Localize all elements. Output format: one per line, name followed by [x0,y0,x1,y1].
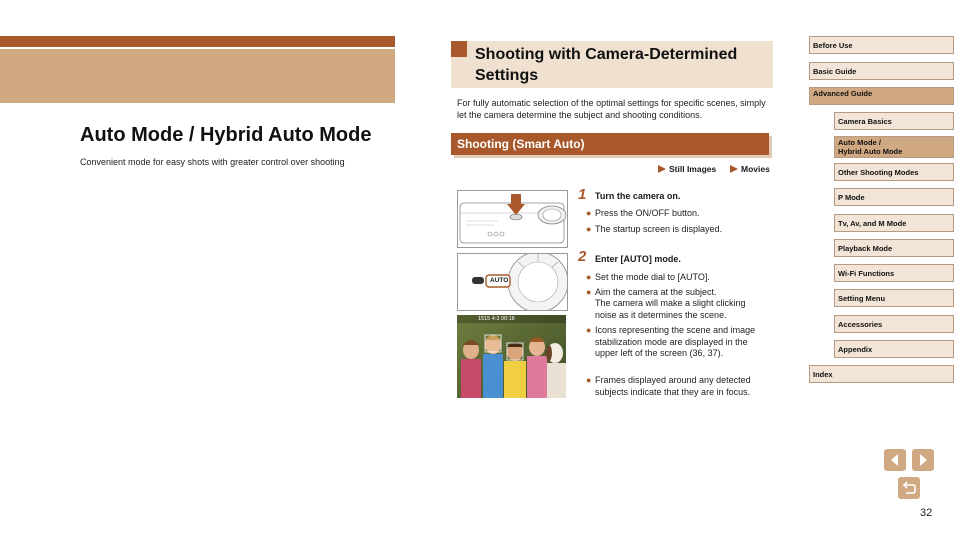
screen-readout: 1515 4:3 00:18 [478,316,515,322]
sidebar-item-tv-av-m-mode[interactable]: Tv, Av, and M Mode [834,214,954,232]
sidebar-item-label: Auto Mode / [838,138,881,147]
sidebar-item-basic-guide[interactable]: Basic Guide [809,62,954,80]
step-1-note: ● The startup screen is displayed. [586,224,723,234]
scene-photo [457,315,566,398]
mode-dial-illustration [457,253,568,311]
step-2-bullet: ● Icons representing the scene and image stabilization mode are displayed in the upper left of the screen (36, 37). [586,325,756,358]
return-button[interactable] [898,477,920,499]
camera-top-illustration [457,190,568,248]
return-icon [898,477,920,499]
sidebar-item-playback-mode[interactable]: Playback Mode [834,239,954,257]
step-1-bullet: ● Press the ON/OFF button. [586,208,700,218]
sidebar-item-camera-basics[interactable]: Camera Basics [834,112,954,130]
page-number: 32 [920,507,933,519]
next-page-button[interactable] [912,449,934,471]
section-title: Shooting with Camera-Determined Settings [475,46,738,84]
sidebar-item-p-mode[interactable]: P Mode [834,188,954,206]
previous-page-icon [884,449,906,471]
scene-photo-drawing [457,315,566,398]
step-title-1: Turn the camera on. [595,191,681,201]
step-title-2: Enter [AUTO] mode. [595,254,681,264]
step-2-bullet: ● Aim the camera at the subject. [586,287,717,297]
sidebar-item-label: Hybrid Auto Mode [838,147,903,156]
triangle-icon [730,165,738,173]
sidebar-item-setting-menu[interactable]: Setting Menu [834,289,954,307]
step-number-1: 1 [578,186,587,203]
sidebar-item-before-use[interactable]: Before Use [809,36,954,54]
chapter-bar-light [0,49,395,103]
next-page-icon [912,449,934,471]
sidebar-item-auto-mode[interactable] [834,136,954,158]
still-images-tag: Still Images [658,164,716,174]
sidebar-item-advanced-guide[interactable]: Advanced Guide [809,87,954,105]
subsection-title: Shooting (Smart Auto) [457,137,585,151]
step-2-bullet: ● Frames displayed around any detected subjects indicate that they are in focus. [586,375,751,397]
step-number-2: 2 [578,248,587,265]
sidebar-item-index[interactable]: Index [809,365,954,383]
sidebar-item-other-shooting-modes[interactable]: Other Shooting Modes [834,163,954,181]
page-title: Auto Mode / Hybrid Auto Mode [80,124,372,146]
step-2-bullet: ● Set the mode dial to [AUTO]. [586,272,710,282]
sidebar-item-appendix[interactable]: Appendix [834,340,954,358]
sidebar-item-wifi-functions[interactable]: Wi-Fi Functions [834,264,954,282]
camera-top-drawing [458,191,567,247]
page-subtitle: Convenient mode for easy shots with greater control over shooting [80,157,345,167]
mode-dial-drawing [458,254,567,310]
triangle-icon [658,165,666,173]
step-2-note: The camera will make a slight clicking noise as it determines the scene. [595,298,746,320]
section-intro: For fully automatic selection of the optimal settings for specific scenes, simply let the camera determine the subject and shooting conditions. [457,98,766,120]
chapter-bar-dark [0,36,395,47]
sidebar-item-accessories[interactable]: Accessories [834,315,954,333]
movies-tag: Movies [730,164,770,174]
previous-page-button[interactable] [884,449,906,471]
section-marker [451,41,467,57]
mode-dial-label: AUTO [490,277,509,284]
